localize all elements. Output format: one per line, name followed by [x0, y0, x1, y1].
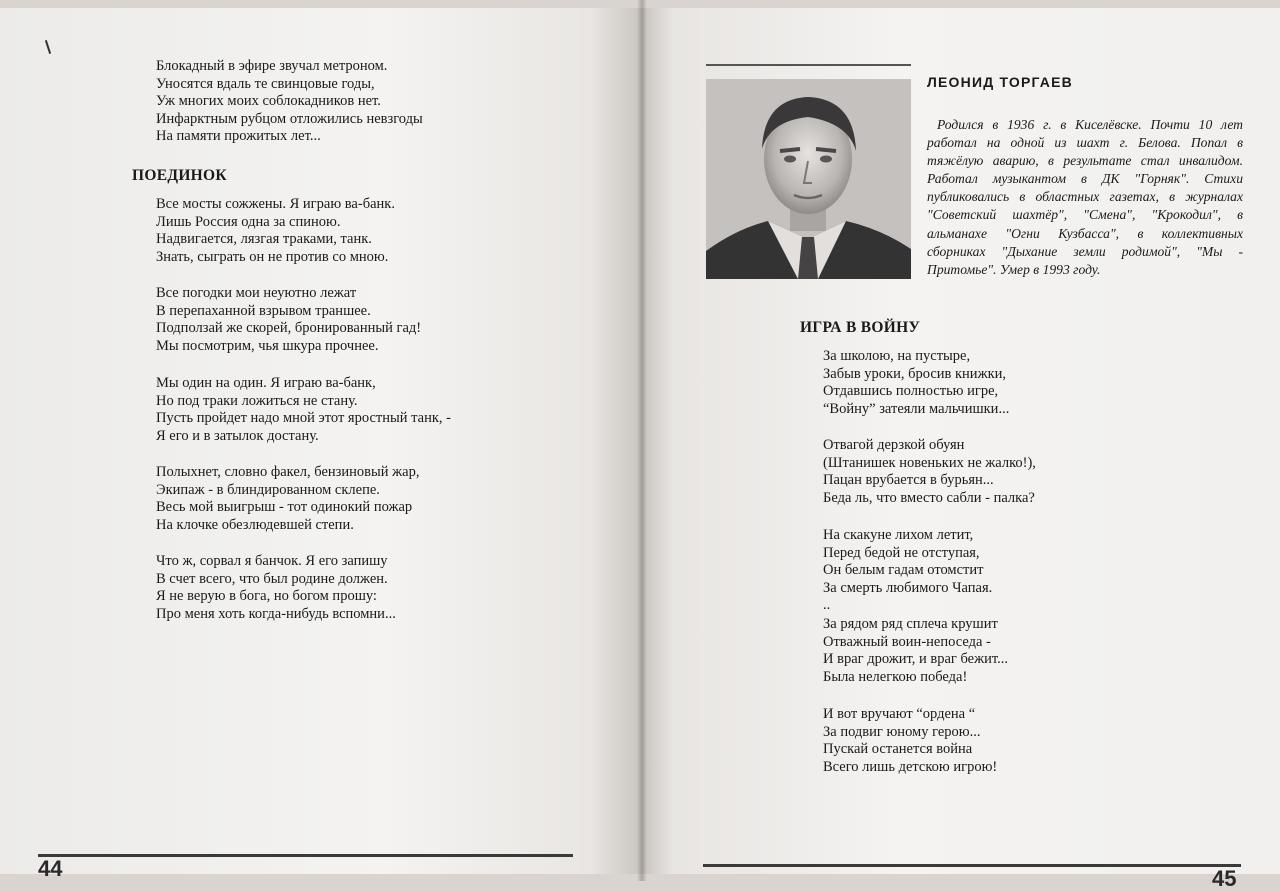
verse-line: Подползай же скорей, бронированный гад!	[156, 320, 422, 337]
verse-line: Мы посмотрим, чья шкура прочнее.	[156, 337, 379, 354]
verse-line: Перед бедой не отступая,	[823, 544, 980, 561]
verse-line: Пацан врубается в бурьян...	[823, 472, 994, 489]
verse-line: Но под траки ложиться не стану.	[156, 392, 358, 409]
verse-line: “Войну” затеяли мальчишки...	[823, 400, 1010, 417]
verse-line: Я не верую в бога, но богом прошу:	[156, 588, 377, 605]
verse-line: Про меня хоть когда-нибудь вспомни...	[156, 605, 396, 622]
verse-line: В перепаханной взрывом траншее.	[156, 302, 371, 319]
verse-line: Все погодки мои неуютно лежат	[156, 285, 357, 301]
verse-line: Отдавшись полностью игре,	[823, 383, 999, 400]
author-photo	[706, 79, 911, 279]
verse-line: И враг дрожит, и враг бежит...	[823, 651, 1009, 668]
verse-line: Я его и в затылок достану.	[156, 427, 319, 444]
verse-line: Он белым гадам отомстит	[823, 562, 984, 579]
verse-line: Отвагой дерзкой обуян	[823, 437, 965, 453]
verse-line: В счет всего, что был родине должен.	[156, 570, 388, 587]
verse-line: Блокадный в эфире звучал метроном.	[156, 58, 388, 74]
poem-title-poedinok: ПОЕДИНОК	[132, 167, 227, 184]
verse-line: (Штанишек новеньких не жалко!),	[823, 454, 1036, 471]
page-number: 45	[1212, 866, 1237, 891]
verse-line: За школою, на пустыре,	[823, 348, 971, 364]
verse-line: На клочке обезлюдевшей степи.	[156, 516, 354, 533]
verse-line: Пускай останется война	[823, 741, 973, 758]
poem-title-igra-v-voynu: ИГРА В ВОЙНУ	[800, 319, 921, 336]
verse-line: Полыхнет, словно факел, бензиновый жар,	[156, 464, 420, 480]
verse-line: Знать, сыграть он не против со мною.	[156, 248, 389, 265]
verse-line: Всего лишь детскою игрою!	[823, 758, 998, 775]
verse-line: Инфарктным рубцом отложились невзгоды	[156, 110, 423, 127]
footer-rule	[703, 864, 1241, 867]
verse-line: Беда ль, что вместо сабли - палка?	[823, 489, 1035, 506]
stanza-1	[823, 348, 1009, 418]
verse-line: Пусть пройдет надо мной этот яростный танк, -	[156, 410, 451, 427]
verse-line: Мы один на один. Я играю ва-банк,	[156, 375, 376, 391]
verse-line: За подвиг юному герою...	[823, 723, 981, 740]
verse-line: На памяти прожитых лет...	[156, 128, 321, 145]
verse-line: Отважный воин-непоседа -	[823, 633, 991, 650]
verse-line: За рядом ряд сплеча крушит	[823, 616, 998, 632]
stanza-3	[823, 527, 992, 615]
verse-line: Лишь Россия одна за спиною.	[156, 213, 341, 230]
verse-line: ..	[823, 597, 831, 614]
stanza-4	[823, 616, 1008, 686]
verse-line: Уносятся вдаль те свинцовые годы,	[156, 75, 375, 92]
verse-line: Экипаж - в блиндированном склепе.	[156, 481, 380, 498]
header-rule	[706, 64, 911, 66]
verse-line: Весь мой выигрыш - тот одинокий пожар	[156, 499, 413, 516]
book-gutter	[637, 0, 647, 881]
page-number: 44	[38, 856, 63, 881]
verse-line: Надвигается, лязгая траками, танк.	[156, 231, 372, 248]
verse-line: Забыв уроки, бросив книжки,	[823, 365, 1007, 382]
author-bio: Родился в 1936 г. в Киселёвске. Почти 10 лет работал на одной из шахт г. Белова. Попал в тяжёлую аварию, в результате стал инвалидом. Работал музыкантом в ДК "Горняк". Стихи публиковались в областных газетах, в журналах "Советский шахтёр", "Смена", "Крокодил", в альманахе "Огни Кузбасса", в коллективных сборниках "Дыхание земли родимой", "Мы - Притомье". Умер в 1993 году.	[927, 117, 1243, 277]
verse-line: За смерть любимого Чапая.	[823, 579, 993, 596]
verse-line: На скакуне лихом летит,	[823, 527, 974, 543]
author-name: ЛЕОНИД ТОРГАЕВ	[927, 74, 1073, 90]
verse-line: Что ж, сорвал я банчок. Я его запишу	[156, 553, 388, 569]
verse-line: Была нелегкою победа!	[823, 668, 968, 685]
stanza-5	[823, 706, 997, 776]
stanza-2	[823, 437, 1036, 507]
verse-line: И вот вручают “ордена “	[823, 706, 976, 722]
verse-line: Уж многих моих соблокадников нет.	[156, 93, 381, 110]
verse-line: Все мосты сожжены. Я играю ва-банк.	[156, 196, 395, 212]
